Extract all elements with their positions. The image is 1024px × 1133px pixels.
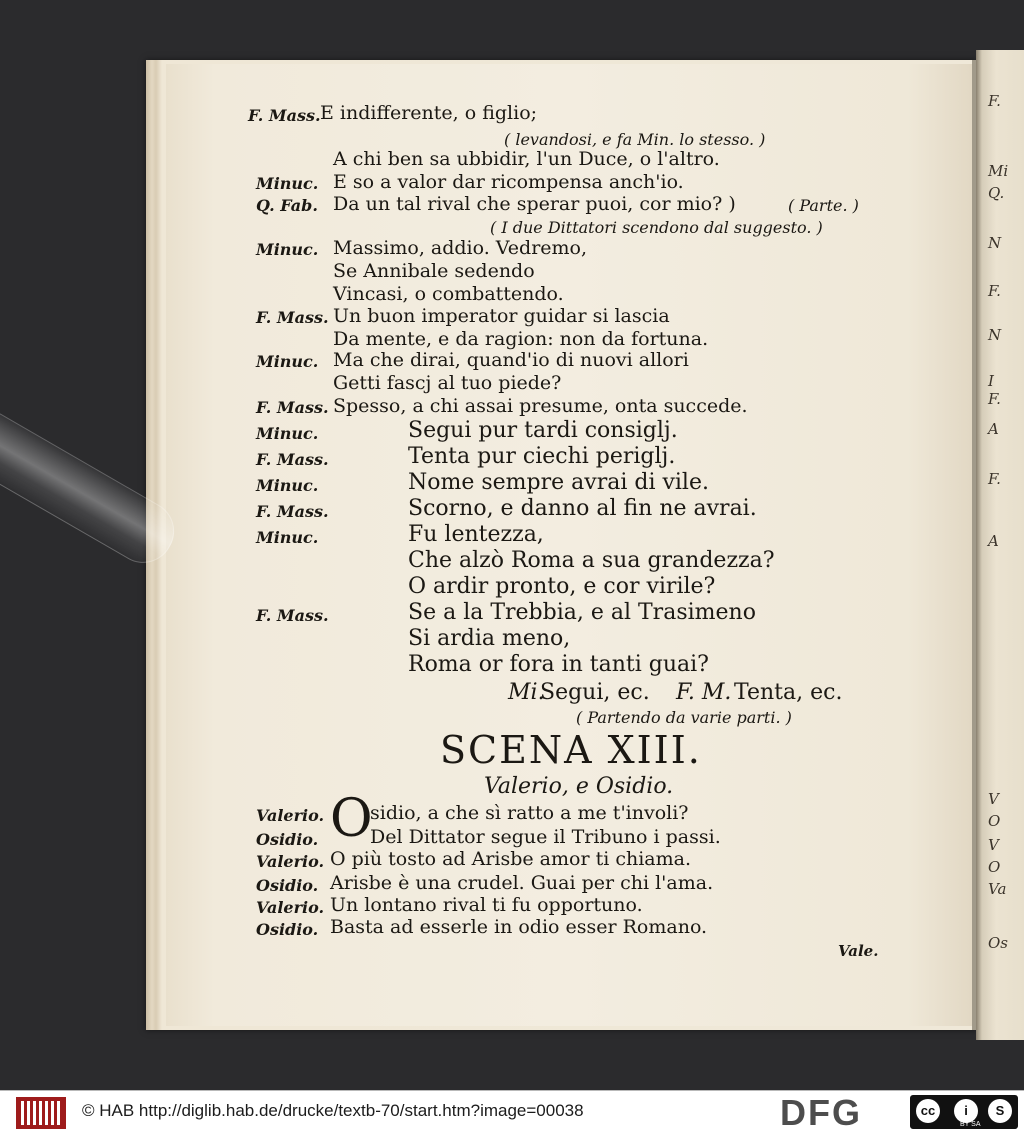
speaker-label: Minuc. xyxy=(256,240,319,259)
verse-line: Un buon imperator guidar si lascia xyxy=(333,305,670,327)
cc-icon: cc xyxy=(916,1099,940,1123)
share-alike-icon: S xyxy=(988,1099,1012,1123)
facing-fragment: N xyxy=(988,326,1002,344)
facing-fragment: I xyxy=(988,372,994,390)
speaker-label: Valerio. xyxy=(256,852,325,871)
speaker-abbrev: Mi. xyxy=(508,680,545,705)
catchword: Vale. xyxy=(838,942,879,960)
facing-fragment: Os xyxy=(988,934,1008,952)
copyright-link[interactable]: © HAB http://diglib.hab.de/drucke/textb-70/start.htm?image=00038 xyxy=(82,1101,584,1120)
stage-direction: ( Partendo da varie parti. ) xyxy=(576,708,792,727)
verse-line: Arisbe è una crudel. Guai per chi l'ama. xyxy=(330,872,714,894)
facing-fragment: V xyxy=(988,790,999,808)
dfg-logo[interactable]: DFG xyxy=(780,1092,862,1133)
speaker-label: F. Mass. xyxy=(256,398,329,417)
stage-aside: ( Parte. ) xyxy=(788,196,859,215)
verse-line: Nome sempre avrai di vile. xyxy=(408,470,709,495)
verse-line: Segui, ec. xyxy=(540,680,650,705)
speaker-abbrev: F. M. xyxy=(676,680,732,705)
speaker-label: Minuc. xyxy=(256,528,319,547)
verse-line: Roma or fora in tanti guai? xyxy=(408,652,709,677)
verse-line: Si ardia meno, xyxy=(408,626,571,651)
stage-direction: ( I due Dittatori scendono dal suggesto. ) xyxy=(490,218,823,237)
speaker-label: Minuc. xyxy=(256,424,319,443)
speaker-label: F. Mass. xyxy=(256,450,329,469)
speaker-label: Osidio. xyxy=(256,920,319,939)
verse-line: Scorno, e danno al fin ne avrai. xyxy=(408,496,757,521)
verse-line: Tenta pur ciechi periglj. xyxy=(408,444,676,469)
facing-fragment: N xyxy=(988,234,1002,252)
facing-fragment: F. xyxy=(988,390,1001,408)
verse-line: Da mente, e da ragion: non da fortuna. xyxy=(333,328,709,350)
verse-line: Fu lentezza, xyxy=(408,522,544,547)
speaker-label: F. Mass. xyxy=(256,606,329,625)
verse-line: Se Annibale sedendo xyxy=(333,260,535,282)
facing-fragment: F. xyxy=(988,470,1001,488)
verse-line: Spesso, a chi assai presume, onta succede. xyxy=(333,395,748,417)
hab-barcode-logo-icon[interactable] xyxy=(16,1097,66,1129)
cc-license-badge[interactable] xyxy=(910,1095,1018,1129)
verse-line: Vincasi, o combattendo. xyxy=(333,283,564,305)
facing-fragment: F. xyxy=(988,282,1001,300)
verse-line: Getti fascj al tuo piede? xyxy=(333,372,562,394)
facing-fragment: Q. xyxy=(988,184,1005,202)
scene-title: SCENA XIII. xyxy=(440,728,702,772)
facing-fragment: O xyxy=(988,858,1001,876)
verse-line: Che alzò Roma a sua grandezza? xyxy=(408,548,775,573)
facing-page-edge xyxy=(976,50,1024,1040)
verse-line: Se a la Trebbia, e al Trasimeno xyxy=(408,600,756,625)
speaker-label: F. Mass. xyxy=(256,502,329,521)
scene-characters: Valerio, e Osidio. xyxy=(484,774,674,799)
verse-line: Basta ad esserle in odio esser Romano. xyxy=(330,916,708,938)
speaker-label: Minuc. xyxy=(256,352,319,371)
verse-line: Ma che dirai, quand'io di nuovi allori xyxy=(333,349,689,371)
verse-line: Massimo, addio. Vedremo, xyxy=(333,237,588,259)
stage-direction: ( levandosi, e fa Min. lo stesso. ) xyxy=(504,130,766,149)
speaker-label: Osidio. xyxy=(256,876,319,895)
verse-line: Un lontano rival ti fu opportuno. xyxy=(330,894,643,916)
speaker-label: Valerio. xyxy=(256,898,325,917)
attribution-icon: i xyxy=(954,1099,978,1123)
facing-fragment: A xyxy=(988,420,999,438)
facing-fragment: Va xyxy=(988,880,1007,898)
facing-fragment: O xyxy=(988,812,1001,830)
verse-line: Tenta, ec. xyxy=(734,680,843,705)
speaker-label: Minuc. xyxy=(256,476,319,495)
drop-capital: O xyxy=(330,789,373,849)
verse-line: O ardir pronto, e cor virile? xyxy=(408,574,716,599)
facing-fragment: V xyxy=(988,836,999,854)
verse-line: E indifferente, o figlio; xyxy=(320,102,538,124)
speaker-label: Osidio. xyxy=(256,830,319,849)
verse-line: A chi ben sa ubbidir, l'un Duce, o l'altro. xyxy=(333,148,720,170)
verse-line: sidio, a che sì ratto a me t'involi? xyxy=(370,802,689,824)
facing-fragment: F. xyxy=(988,92,1001,110)
verse-line: E so a valor dar ricompensa anch'io. xyxy=(333,171,684,193)
speaker-label: Valerio. xyxy=(256,806,325,825)
facing-fragment: Mi xyxy=(988,162,1009,180)
verse-line: Segui pur tardi consiglj. xyxy=(408,418,678,443)
viewer-footer xyxy=(0,1090,1024,1133)
verse-line: O più tosto ad Arisbe amor ti chiama. xyxy=(330,848,691,870)
speaker-label: Minuc. xyxy=(256,174,319,193)
verse-line: Da un tal rival che sperar puoi, cor mio? ) xyxy=(333,193,736,215)
speaker-label: Q. Fab. xyxy=(256,196,318,215)
verse-line: Del Dittator segue il Tribuno i passi. xyxy=(370,826,721,848)
speaker-label: F. Mass. xyxy=(256,308,329,327)
speaker-label: F. Mass. xyxy=(248,106,321,125)
cc-sub-label: BY SA xyxy=(960,1121,981,1128)
facing-fragment: A xyxy=(988,532,999,550)
